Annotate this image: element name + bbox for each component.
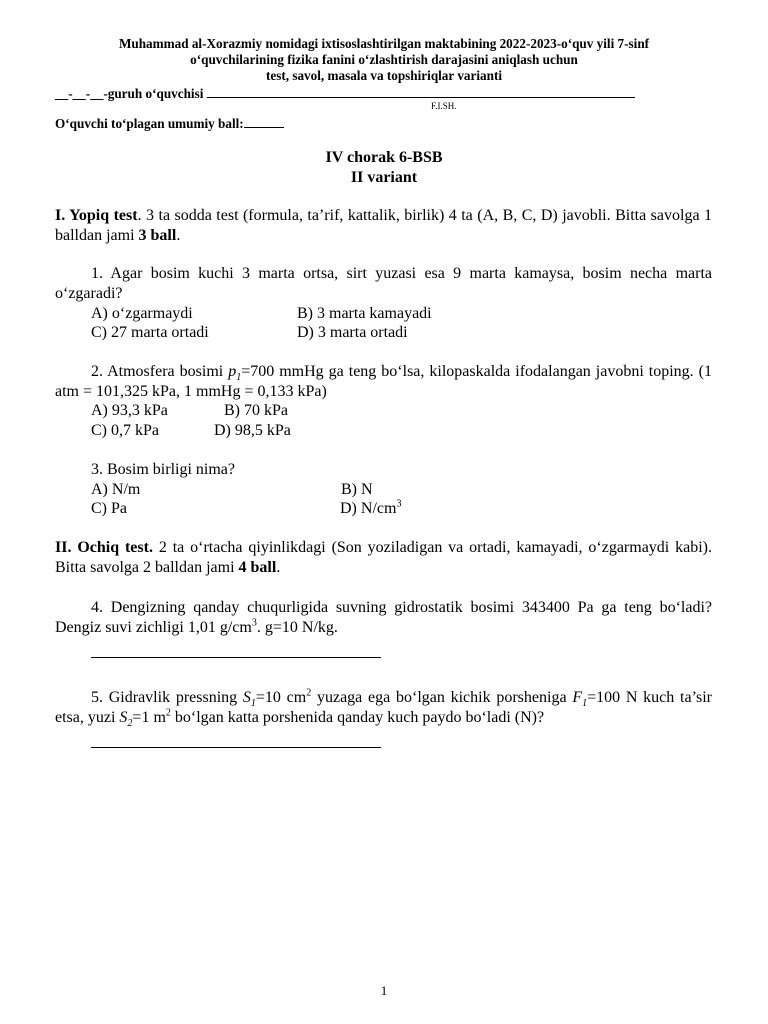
- force-subscript: 1: [582, 698, 588, 710]
- question-5-text: [55, 688, 712, 728]
- area-subscript-1: 1: [250, 698, 256, 710]
- area-symbol-2: S: [119, 709, 128, 726]
- q5-superscript-1: 2: [306, 687, 312, 699]
- question-3-option-d[interactable]: [340, 499, 401, 519]
- cubic-superscript: 3: [396, 498, 402, 510]
- question-3-option-b[interactable]: B) N: [341, 481, 373, 498]
- header-line-2: o‘quvchilarining fizika fanini o‘zlashtirish darajasini aniqlash uchun: [190, 52, 578, 67]
- page-number: 1: [380, 983, 388, 998]
- pressure-symbol: p: [228, 363, 237, 380]
- section-1-text: . 3 ta sodda test (formula, ta’rif, kattalik, birlik) 4 ta (A, B, C, D) javobli. Bitta savolga 1 balldan jami: [55, 207, 713, 244]
- question-2-option-c[interactable]: C) 0,7 kPa: [91, 422, 159, 439]
- variant-title: II variant: [350, 169, 418, 186]
- section-2-intro: [55, 538, 712, 578]
- question-5-answer-line[interactable]: [91, 747, 381, 748]
- pressure-subscript: 1: [236, 372, 242, 384]
- group-label: -guruh o‘quvchisi: [103, 86, 204, 101]
- question-3-text: 3. Bosim birligi nima?: [91, 461, 235, 478]
- question-1-option-b[interactable]: B) 3 marta kamayadi: [297, 305, 432, 322]
- q5-text-6: bo‘lgan katta porshenida qanday kuch paydo bo‘ladi (N)?: [170, 709, 545, 726]
- question-4-answer-line[interactable]: [91, 657, 381, 658]
- group-line: [55, 85, 665, 103]
- section-1-intro: [55, 206, 712, 246]
- q5-superscript-2: 2: [165, 707, 171, 719]
- quarter-title: IV chorak 6-BSB: [325, 149, 443, 166]
- question-1-option-a[interactable]: A) o‘zgarmaydi: [91, 305, 193, 322]
- question-1-text: 1. Agar bosim kuchi 3 marta ortsa, sirt yuzasi esa 9 marta kamaysa, bosim necha marta o‘zgaradi?: [55, 265, 712, 302]
- score-line: [55, 115, 284, 133]
- q5-text-2: =10 cm: [255, 689, 307, 706]
- question-3-option-c[interactable]: C) Pa: [91, 500, 127, 517]
- question-4-superscript: 3: [251, 617, 257, 629]
- area-subscript-2: 2: [127, 718, 133, 730]
- q5-text-1: 5. Gidravlik pressning: [91, 689, 243, 706]
- group-blank: __-__-__: [55, 86, 104, 101]
- question-2-text-end: =700 mmHg ga teng bo‘lsa, kilopaskalda ifodalangan javobni toping. (1 atm = 101,325 kPa, 1 mmHg = 0,133 kPa): [55, 363, 712, 400]
- score-label: O‘quvchi to‘plagan umumiy ball:: [55, 116, 244, 131]
- section-2-points: 4 ball: [238, 559, 277, 576]
- question-4-text: [55, 598, 712, 638]
- question-2-text: [55, 362, 712, 402]
- section-2-heading: II. Ochiq test.: [55, 539, 153, 556]
- section-1-points: 3 ball: [138, 227, 177, 244]
- header-line-3: test, savol, masala va topshiriqlar varianti: [265, 68, 503, 83]
- question-1-option-d[interactable]: D) 3 marta ortadi: [297, 324, 408, 341]
- score-input-line[interactable]: [244, 115, 284, 128]
- section-1-heading: I. Yopiq test: [55, 207, 138, 224]
- question-3-option-d-label: D) N/cm: [340, 500, 397, 517]
- area-symbol-1: S: [242, 689, 251, 706]
- section-2-end: .: [276, 559, 281, 576]
- question-2-option-d[interactable]: D) 98,5 kPa: [214, 422, 291, 439]
- question-2-text-start: 2. Atmosfera bosimi: [91, 363, 229, 380]
- section-1-end: .: [176, 227, 181, 244]
- question-3-option-a[interactable]: A) N/m: [91, 481, 141, 498]
- question-2-option-a[interactable]: A) 93,3 kPa: [91, 402, 168, 419]
- q5-text-5: =1 m: [132, 709, 166, 726]
- force-symbol: F: [572, 689, 583, 706]
- fish-caption: F.I.SH.: [431, 101, 457, 111]
- header-line-1: Muhammad al-Xorazmiy nomidagi ixtisoslashtirilgan maktabining 2022-2023-o‘quv yili 7-sinf: [118, 36, 650, 51]
- question-4-text-start: 4. Dengizning qanday chuqurligida suvning gidrostatik bosimi 343400 Pa ga teng bo‘ladi? Dengiz suvi zichligi 1,01 g/cm: [55, 599, 712, 636]
- q5-text-4: =100 N kuch ta’sir etsa, yuzi: [55, 689, 713, 726]
- question-4-text-end: . g=10 N/kg.: [256, 619, 338, 636]
- name-input-line[interactable]: [207, 85, 635, 98]
- section-2-text: 2 ta o‘rtacha qiyinlikdagi (Son yoziladigan va ortadi, kamayadi, o‘zgarmaydi kabi). Bitta savolga 2 balldan jami: [55, 539, 712, 576]
- question-2-option-b[interactable]: B) 70 kPa: [224, 402, 288, 419]
- question-1-option-c[interactable]: C) 27 marta ortadi: [91, 324, 209, 341]
- q5-text-3: yuzaga ega bo‘lgan kichik porsheniga: [311, 689, 573, 706]
